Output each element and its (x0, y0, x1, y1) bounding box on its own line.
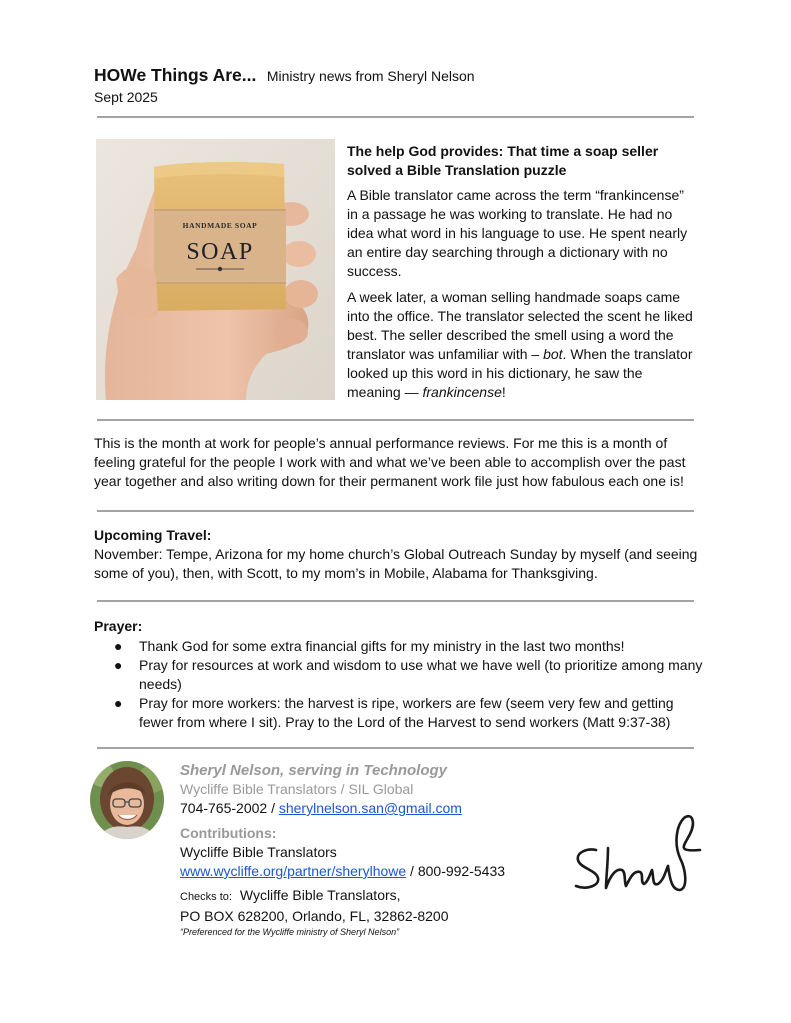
contributions-contact (180, 862, 580, 881)
portrait-photo (90, 761, 164, 839)
divider (97, 510, 694, 512)
story-text: A week later, a woman selling handmade soaps came into the office. The translator selected the scent he liked best. The seller described the smell using a word the translator was unfamiliar with – (347, 289, 693, 362)
soap-label-big: SOAP (186, 239, 254, 265)
bullet-icon: ● (114, 695, 123, 711)
story-paragraph-1: A Bible translator came across the term “frankincense” in a passage he was working to translate. He had no idea what word in his language to use. He spent nearly an entire day searching through a dictionary with no success. (347, 187, 688, 279)
sender-org: Wycliffe Bible Translators / SIL Global (180, 781, 414, 797)
travel-heading: Upcoming Travel: (94, 527, 212, 543)
story-text: ! (501, 384, 506, 400)
story-italic-word: bot (543, 346, 563, 362)
prayer-item (94, 694, 704, 732)
prayer-heading: Prayer: (94, 618, 143, 634)
sender-name: Sheryl Nelson, serving in Technology (180, 762, 448, 779)
prayer-item-text: Thank God for some extra financial gifts for my ministry in the last two months! (139, 638, 625, 654)
soap-photo (96, 139, 335, 400)
newsletter-title: HOWe Things Are... (94, 65, 257, 85)
handwritten-signature (568, 808, 708, 898)
prayer-item (94, 656, 704, 694)
contributions-phone: 800-992-5433 (417, 863, 506, 879)
checks-info (180, 886, 580, 907)
separator: / (267, 800, 279, 816)
separator: / (406, 863, 418, 879)
soap-in-hand-image (96, 139, 335, 400)
bullet-icon: ● (114, 657, 123, 673)
divider (97, 600, 694, 602)
story-italic-word: frankincense (422, 384, 502, 400)
travel-text: November: Tempe, Arizona for my home church’s Global Outreach Sunday by myself (and seeing some of you), then, with Scott, to my mom’s in Mobile, Alabama for Thanksgiving. (94, 546, 698, 581)
reviews-paragraph: This is the month at work for people’s annual performance reviews. For me this is a month of feeling grateful for the people I work with and what we’ve been able to accomplish over the past year together and also writing down for their permanent work file just how fabulous each one is! (94, 435, 686, 489)
sender-contact (180, 799, 580, 818)
newsletter-header (94, 65, 475, 86)
sender-email-link[interactable]: sherylnelson.san@gmail.com (278, 800, 462, 816)
soap-label-small: HANDMADE SOAP (182, 221, 258, 230)
soap-story (347, 142, 697, 409)
story-text: . When the translator looked up this word in his dictionary, he saw the meaning — (347, 346, 693, 400)
story-paragraph-2 (347, 288, 697, 402)
divider (97, 116, 694, 118)
bullet-icon: ● (114, 638, 123, 654)
divider (97, 419, 694, 421)
story-title: The help God provides: That time a soap seller solved a Bible Translation puzzle (347, 143, 659, 178)
checks-label: Checks to: (180, 891, 232, 903)
prayer-item (94, 637, 704, 656)
checks-org: Wycliffe Bible Translators, (239, 887, 401, 903)
sender-phone: 704-765-2002 (180, 800, 268, 816)
prayer-section (94, 617, 704, 732)
avatar (90, 761, 164, 839)
contributions-heading: Contributions: (180, 825, 277, 841)
checks-address: PO BOX 628200, Orlando, FL, 32862-8200 (180, 908, 449, 924)
preference-note: “Preferenced for the Wycliffe ministry of Sheryl Nelson” (180, 927, 400, 937)
divider (97, 747, 694, 749)
prayer-item-text: Pray for more workers: the harvest is ripe, workers are few (seem very few and getting fewer from where I sit). Pray to the Lord of the Harvest to send workers (Matt 9:37-38) (139, 695, 674, 730)
contributions-org: Wycliffe Bible Translators (180, 844, 337, 860)
prayer-item-text: Pray for resources at work and wisdom to use what we have well (to prioritize among many needs) (139, 657, 703, 692)
prayer-list (94, 637, 704, 732)
signature-block (180, 762, 580, 938)
travel-section (94, 526, 704, 583)
contributions-url-link[interactable]: www.wycliffe.org/partner/sherylhowe (180, 863, 407, 879)
newsletter-date: Sept 2025 (94, 89, 158, 105)
signature-drawing (568, 808, 708, 898)
newsletter-subtitle: Ministry news from Sheryl Nelson (266, 68, 475, 84)
